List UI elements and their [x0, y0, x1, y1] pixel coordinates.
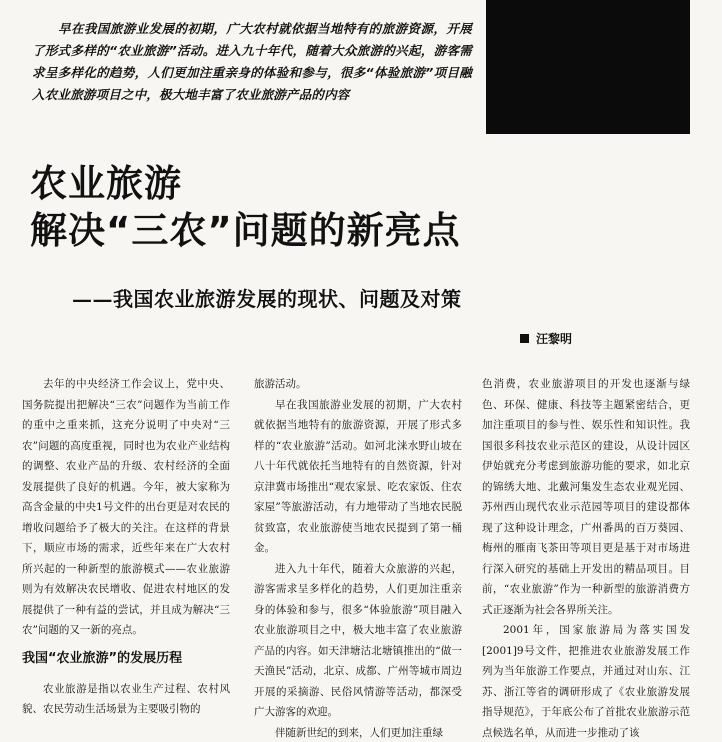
author-name: 汪黎明	[536, 332, 573, 346]
paragraph: 伴随新世纪的到来，人们更加注重绿	[275, 726, 443, 739]
article-title	[30, 160, 461, 254]
body-column-3	[482, 374, 690, 742]
paragraph: 进入九十年代，随着大众旅游的兴起，游客需求呈多样化的趋势，人们更加注重亲身的体验和参与，很多“体验旅游”项目融入农业旅游项目之中，极大地丰富了农业旅游产品的内容。如天津塘沽北塘镇推出的“做一天渔民”活动，北京、成都、广州等城市周边开展的采摘游、民俗风情游等活动，都深受广大游客的欢迎。	[254, 562, 462, 718]
byline	[520, 330, 572, 347]
paragraph: 早在我国旅游业发展的初期，广大农村就依据当地特有的旅游资源，开展了形式多样的“农业旅游”活动。如河北涞水野山坡在八十年代就依托当地特有的自然资源，针对京津冀市场推出“观农家景、吃农家饭、住农家屋”等旅游活动，有力地带动了当地农民脱贫致富，农业旅游使当地农民提到了第一桶金。	[254, 398, 462, 554]
paragraph-continuation: 色消费，农业旅游项目的开发也逐渐与绿色、环保、健康、科技等主题紧密结合，更加注重项目的参与性、娱乐性和知识性。我国很多科技农业示范区的建设，从设计园区伊始就充分考虑到旅游功能的要求，如北京的锦绣大地、北戴河集发生态农业观光园、苏州西山现代农业示范园等项目的建设都体现了这种设计理念，广州番禺的百万葵园、梅州的雁南飞茶田等项目更是基于对市场进行深入研究的基础上开发出的精品项目。目前，“农业旅游”作为一种新型的旅游消费方式正逐渐为社会各界所关注。	[482, 378, 690, 616]
paragraph: 2001年，国家旅游局为落实国发[2001]9号文件，把推进农业旅游发展工作列为当年旅游工作要点，并通过对山东、江苏、浙江等省的调研形成了《农业旅游发展指导规范》，于年底公布了首批农业旅游示范点候选名单，从而进一步推动了该	[482, 624, 690, 739]
section-heading: 我国“农业旅游”的发展历程	[22, 650, 183, 666]
paragraph-continuation: 旅游活动。	[254, 378, 307, 390]
paragraph: 农业旅游是指以农业生产过程、农村风貌、农民劳动生活场景为主要吸引物的	[22, 682, 230, 715]
lead-paragraph: 早在我国旅游业发展的初期，广大农村就依据当地特有的旅游资源，开展了形式多样的“农业旅游”活动。进入九十年代，随着大众旅游的兴起，游客需求呈多样化的趋势，人们更加注重亲身的体验和参与，很多“体验旅游”项目融入农业旅游项目之中，极大地丰富了农业旅游产品的内容	[32, 21, 472, 102]
body-column-1	[22, 374, 230, 742]
title-line-1: 农业旅游	[30, 162, 182, 205]
square-bullet-icon	[520, 334, 529, 343]
paragraph: 去年的中央经济工作会议上，党中央、国务院提出把解决“三农”问题作为当前工作的重中之重来抓，这充分说明了中央对“三农”问题的高度重视，同时也为农业产业结构的调整、农业产品的升级、农村经济的全面发展提供了良好的机遇。今年，被大家称为高含金量的中央1号文件的出台更是对农民的增收问题给予了极大的关注。在这样的背景下，顺应市场的需求，近些年来在广大农村所兴起的一种新型的旅游模式——农业旅游则为有效解决农民增收、促进农村地区的发展提供了一种有益的尝试，并且成为解决“三农”问题的又一新的亮点。	[22, 378, 230, 636]
black-image-block	[486, 0, 690, 134]
body-column-2	[254, 374, 462, 742]
title-line-2: 解决“三农”问题的新亮点	[30, 209, 461, 252]
article-subtitle: ——我国农业旅游发展的现状、问题及对策	[72, 287, 462, 311]
